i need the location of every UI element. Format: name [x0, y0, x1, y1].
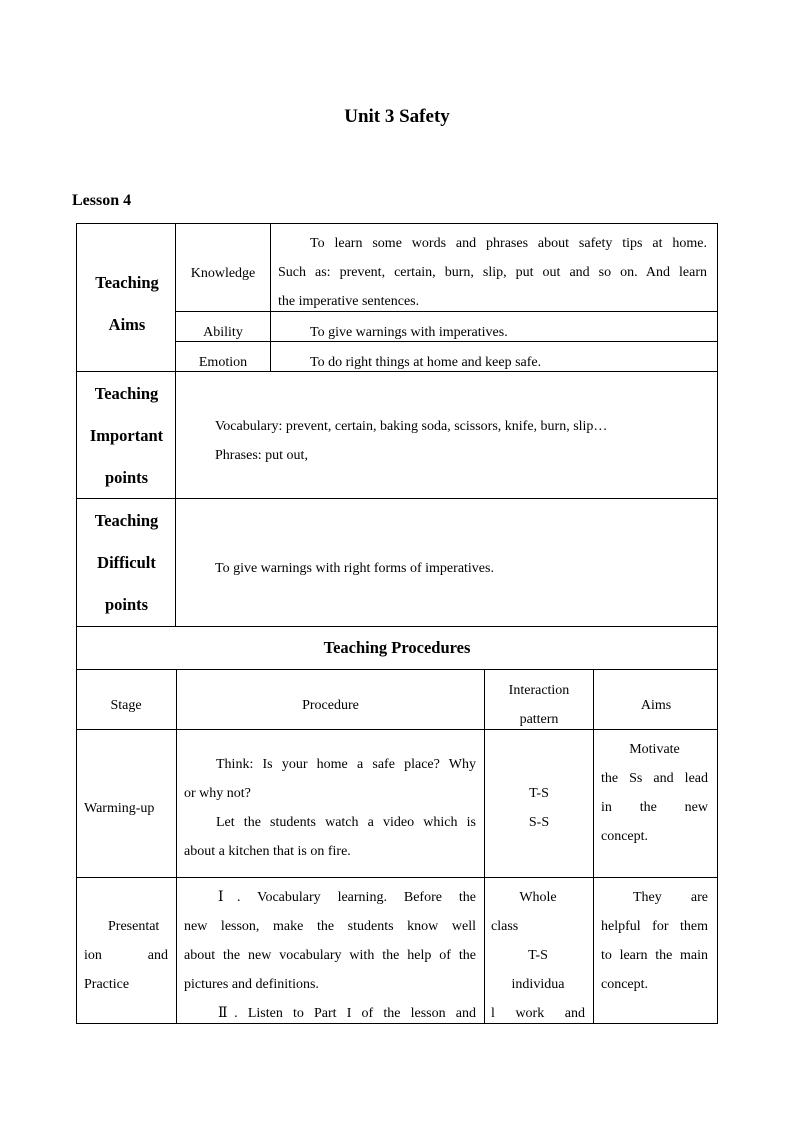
col-header-aims: Aims — [640, 698, 672, 713]
ability-label: Ability — [203, 325, 243, 340]
warming-up-aims: Motivate the Ss and lead in the new concept. — [601, 742, 708, 844]
knowledge-text: To learn some words and phrases about safety tips at home. Such as: prevent, certain, burn, slip, put out and so on. And learn the imperative sentences. — [278, 236, 707, 309]
column-divider — [176, 669, 177, 1024]
row-divider — [76, 729, 718, 730]
row-divider — [76, 669, 718, 670]
row-divider — [76, 877, 718, 878]
col-header-procedure: Procedure — [302, 698, 359, 713]
aims-label: Teaching Aims — [95, 273, 159, 334]
ability-text: To give warnings with imperatives. — [310, 325, 508, 340]
presentation-aims: They are helpful for them to learn the main concept. — [601, 890, 708, 992]
important-points: Vocabulary: prevent, certain, baking soda, scissors, knife, burn, slip… Phrases: put out, — [215, 419, 608, 463]
warming-up-procedure: Think: Is your home a safe place? Why or why not? Let the students watch a video which is about a kitchen that is on fire. — [184, 757, 476, 859]
col-header-interaction: Interaction pattern — [508, 683, 570, 727]
procedures-heading: Teaching Procedures — [323, 638, 471, 657]
row-divider — [76, 626, 718, 627]
important-label: Teaching Important points — [89, 384, 164, 487]
knowledge-label: Knowledge — [190, 266, 256, 281]
difficult-points: To give warnings with right forms of imperatives. — [215, 561, 494, 576]
emotion-label: Emotion — [198, 355, 248, 370]
warming-up-interaction: T-S S-S — [528, 786, 550, 830]
emotion-text: To do right things at home and keep safe. — [310, 355, 542, 370]
column-divider — [270, 223, 271, 371]
presentation-stage: Presentat ion and Practice — [84, 919, 168, 992]
col-header-stage: Stage — [110, 698, 142, 713]
column-divider — [593, 669, 594, 1024]
warming-up-stage: Warming-up — [84, 801, 155, 816]
lesson-heading: Lesson 4 — [72, 192, 132, 209]
presentation-interaction: Whole class T-S individua l work and — [491, 890, 585, 1021]
document-title: Unit 3 Safety — [344, 106, 450, 127]
difficult-label: Teaching Difficult points — [94, 511, 159, 614]
presentation-procedure: Ⅰ. Vocabulary learning. Before the new lesson, make the students know well about the new vocabulary with the help of the pictures and definitions. Ⅱ. Listen to Part I of the lesson and — [184, 890, 476, 1021]
